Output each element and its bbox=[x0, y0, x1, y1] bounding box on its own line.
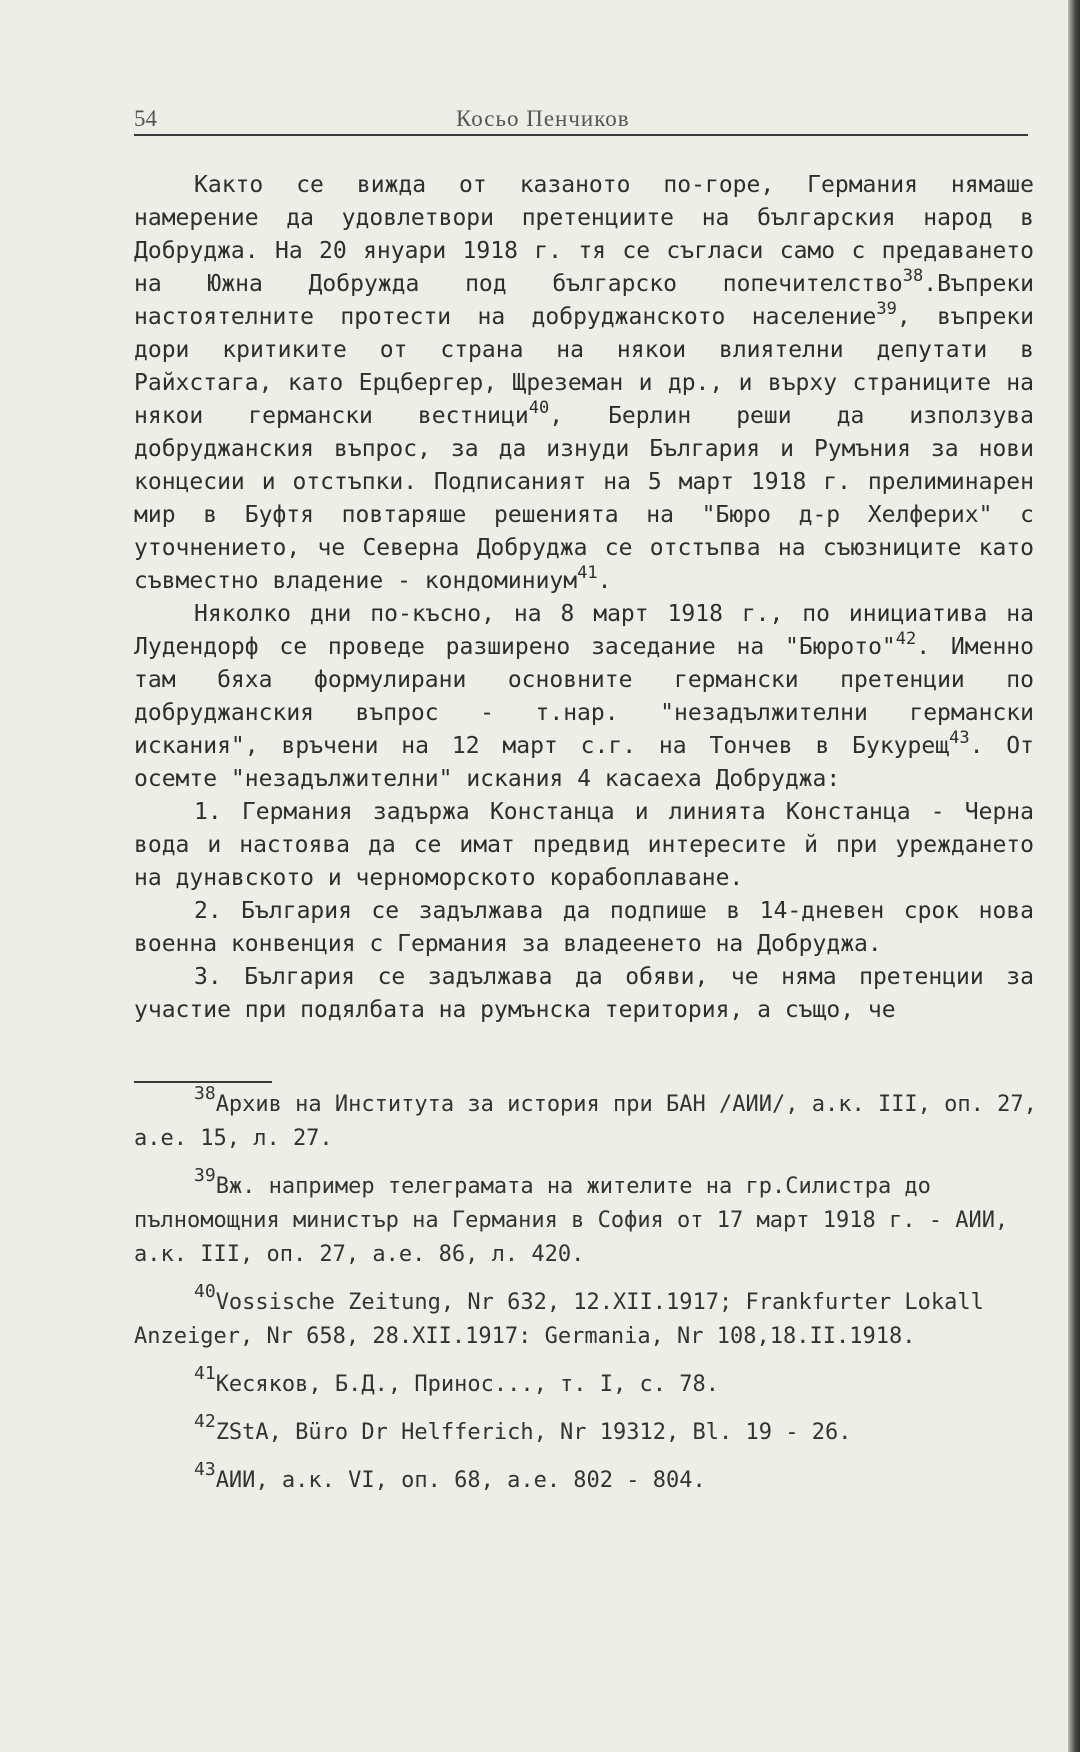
footnote-text: АИИ, а.к. VI, оп. 68, а.е. 802 - 804. bbox=[215, 1468, 706, 1493]
footnote-ref: 39 bbox=[876, 299, 897, 319]
paragraph-text: . От осемте "незадължителни" искания 4 касаеха Добруджа: bbox=[134, 733, 1035, 792]
paragraph bbox=[134, 796, 1034, 895]
footnote-ref: 38 bbox=[902, 266, 924, 286]
footnote bbox=[134, 1363, 1039, 1402]
paragraph-text: . bbox=[597, 568, 612, 594]
paragraph bbox=[134, 169, 1034, 598]
footnote-text: Vossische Zeitung, Nr 632, 12.XII.1917; Frankfurter Lokall Anzeiger, Nr 658, 28.XII.1917: Germania, Nr 108,18.II.1918. bbox=[134, 1290, 984, 1349]
footnote-text: Вж. например телеграмата на жителите на гр.Силистра до пълномощния министър на Германия в София от 17 март 1918 г. - АИИ, а.к. III, оп. 27, а.е. 86, л. 420. bbox=[134, 1174, 1009, 1267]
paragraph-text: Както се вижда от казаното по-горе, Германия нямаше намерение да удовлетвори претенциите на българския народ в Добруджа. На 20 януари 1918 г. тя се съгласи само с предаването на Южна Добружда под българско попечителство bbox=[134, 172, 1034, 297]
paragraph-text: 1. Германия задържа Констанца и линията Констанца - Черна вода и настоява да се имат предвид интересите й при уреждането на дунавското и черноморското корабоплаване. bbox=[134, 799, 1034, 891]
page-number: 54 bbox=[134, 106, 157, 131]
paragraph-text: , въпреки дори критиките от страна на някои влиятелни депутати в Райхстага, като Ерцбергер, Щреземан и др., и върху страниците на някои германски вестници bbox=[134, 304, 1035, 429]
footnote-text: Кесяков, Б.Д., Принос..., т. I, с. 78. bbox=[215, 1372, 720, 1397]
footnote-number: 41 bbox=[194, 1363, 216, 1384]
footnote-ref: 41 bbox=[577, 563, 598, 583]
page-edge-shadow bbox=[1068, 0, 1080, 1752]
body-text bbox=[134, 169, 1034, 1027]
footnote-text: ZStA, Büro Dr Helfferich, Nr 19312, Bl. 19 - 26. bbox=[215, 1420, 852, 1445]
paragraph-text: Няколко дни по-късно, на 8 март 1918 г., по инициатива на Лудендорф се проведе разширено заседание на "Бюрото" bbox=[134, 601, 1034, 660]
footnote-number: 42 bbox=[194, 1411, 216, 1432]
footnote-number: 39 bbox=[194, 1165, 216, 1186]
footnote-text: Архив на Института за история при БАН /АИИ/, а.к. III, оп. 27, а.е. 15, л. 27. bbox=[134, 1092, 1037, 1151]
paragraph-text: . Именно там бяха формулирани основните германски претенции по добруджанския въпрос - т.нар. "незадължителни германски искания", връчени на 12 март с.г. на Тончев в Букурещ bbox=[134, 634, 1034, 759]
footnote bbox=[134, 1411, 1039, 1450]
footnotes bbox=[134, 1083, 1039, 1512]
running-head bbox=[134, 104, 1028, 136]
paragraph-text: .Въпреки настоятелните протести на добруджанското население bbox=[134, 271, 1034, 330]
footnote-number: 43 bbox=[194, 1459, 216, 1480]
footnote-number: 38 bbox=[194, 1083, 216, 1104]
paragraph bbox=[134, 961, 1034, 1027]
footnote-number: 40 bbox=[194, 1281, 216, 1302]
footnote-ref: 40 bbox=[528, 398, 550, 418]
paragraph bbox=[134, 598, 1034, 796]
footnote bbox=[134, 1083, 1039, 1156]
running-title: Косьо Пенчиков bbox=[456, 106, 630, 131]
footnote-ref: 43 bbox=[949, 728, 970, 748]
footnote bbox=[134, 1459, 1039, 1498]
footnote bbox=[134, 1281, 1039, 1354]
paragraph-text: , Берлин реши да използува добруджанския въпрос, за да изнуди България и Румъния за нови концесии и отстъпки. Подписаният на 5 март 1918 г. прелиминарен мир в Буфтя повтаряше решенията на "Бюро д-р Хелферих" с уточнението, че Северна Добруджа се отстъпва на съюзниците като съвместно владение - кондоминиум bbox=[134, 403, 1034, 594]
paragraph bbox=[134, 895, 1034, 961]
footnote-ref: 42 bbox=[895, 629, 917, 649]
footnote bbox=[134, 1165, 1039, 1272]
paragraph-text: 2. България се задължава да подпише в 14-дневен срок нова военна конвенция с Германия за владеенето на Добруджа. bbox=[134, 898, 1034, 957]
paragraph-text: 3. България се задължава да обяви, че няма претенции за участие при подялбата на румънска територия, а също, че bbox=[134, 964, 1034, 1023]
